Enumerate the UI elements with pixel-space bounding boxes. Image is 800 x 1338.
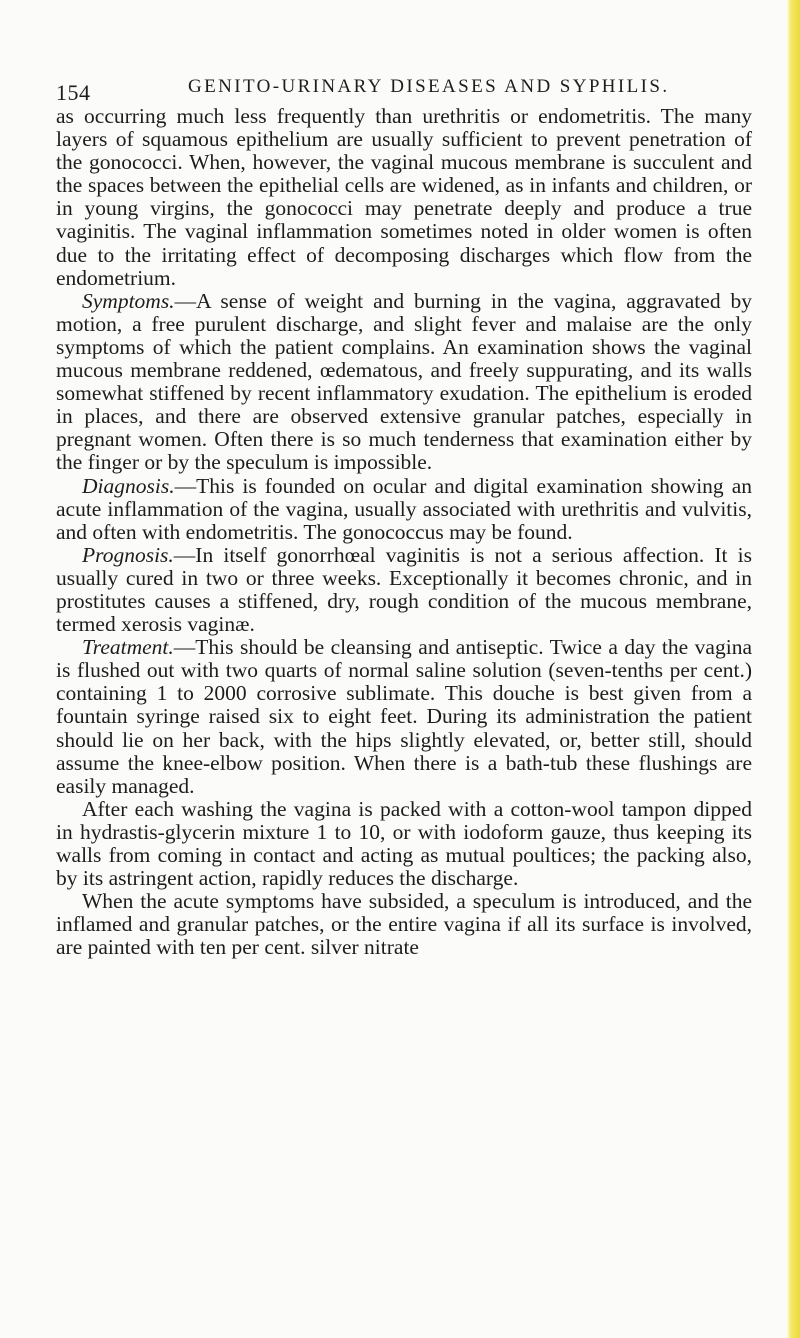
section-caption-treatment: Treatment. <box>82 635 174 660</box>
header-title: GENITO-URINARY DISEASES AND SYPHILIS. <box>188 76 670 97</box>
paragraph-text: —This is founded on ocular and digital examination showing an acute inflammation of the vagina, usually associated with urethritis and vulvitis, and often with endometritis. The gonococcus may be found. <box>56 473 752 544</box>
paragraph-speculum <box>56 890 752 959</box>
paragraph-text: as occurring much less frequently than urethritis or endometritis. The many layers of squamous epithelium are usually sufficient to prevent penetration of the gonococci. When, however, the vaginal mucous membrane is succulent and the spaces between the epithelial cells are widened, as in infants and children, or in young virgins, the gonococci may penetrate deeply and produce a true vaginitis. The vaginal inflammation sometimes noted in older women is often due to the irritating effect of decomposing discharges which flow from the endometrium. <box>56 104 752 290</box>
paragraph-prognosis <box>56 544 752 636</box>
paragraph-treatment <box>56 636 752 798</box>
page-edge-strip <box>786 0 800 1338</box>
paragraph-packing <box>56 798 752 890</box>
paragraph-text: —In itself gonorrhœal vaginitis is not a serious affection. It is usually cured in two or three weeks. Exceptionally it becomes chronic, and in prostitutes causes a stiffened, dry, rough condition of the mucous membrane, termed xerosis vaginæ. <box>56 542 752 637</box>
paragraph-diagnosis <box>56 475 752 544</box>
paragraph-intro <box>56 105 752 290</box>
paragraph-text: After each washing the vagina is packed with a cotton-wool tampon dipped in hydrastis-glycerin mixture 1 to 10, or with iodoform gauze, thus keeping its walls from coming in contact and acting as mutual poultices; the packing also, by its astringent action, rapidly reduces the discharge. <box>56 796 752 891</box>
body-text <box>56 105 752 959</box>
paragraph-text: —A sense of weight and burning in the vagina, aggravated by motion, a free purulent discharge, and slight fever and malaise are the only symptoms of which the patient complains. An examination shows the vaginal mucous membrane reddened, œdematous, and freely suppurating, and its walls somewhat stiffened by recent inflammatory exudation. The epithelium is eroded in places, and there are observed extensive granular patches, especially in pregnant women. Often there is so much tenderness that examination either by the finger or by the speculum is impossible. <box>56 288 752 475</box>
page-number: 154 <box>56 80 91 105</box>
running-head <box>56 62 756 105</box>
section-caption-prognosis: Prognosis. <box>82 542 174 567</box>
paragraph-symptoms <box>56 290 752 475</box>
paragraph-text: When the acute symptoms have subsided, a speculum is introduced, and the inflamed and granular patches, or the entire vagina if all its surface is involved, are painted with ten per cent. silver nitrate <box>56 889 752 960</box>
section-caption-diagnosis: Diagnosis. <box>82 473 175 498</box>
section-caption-symptoms: Symptoms. <box>82 288 175 313</box>
paragraph-text: —This should be cleansing and antiseptic. Twice a day the vagina is flushed out with two quarts of normal saline solution (seven-tenths per cent.) containing 1 to 2000 corrosive sublimate. This douche is best given from a fountain syringe raised six to eight feet. During its administration the patient should lie on her back, with the hips slightly elevated, or, better still, should assume the knee-elbow position. When there is a bath-tub these flushings are easily managed. <box>56 635 752 798</box>
